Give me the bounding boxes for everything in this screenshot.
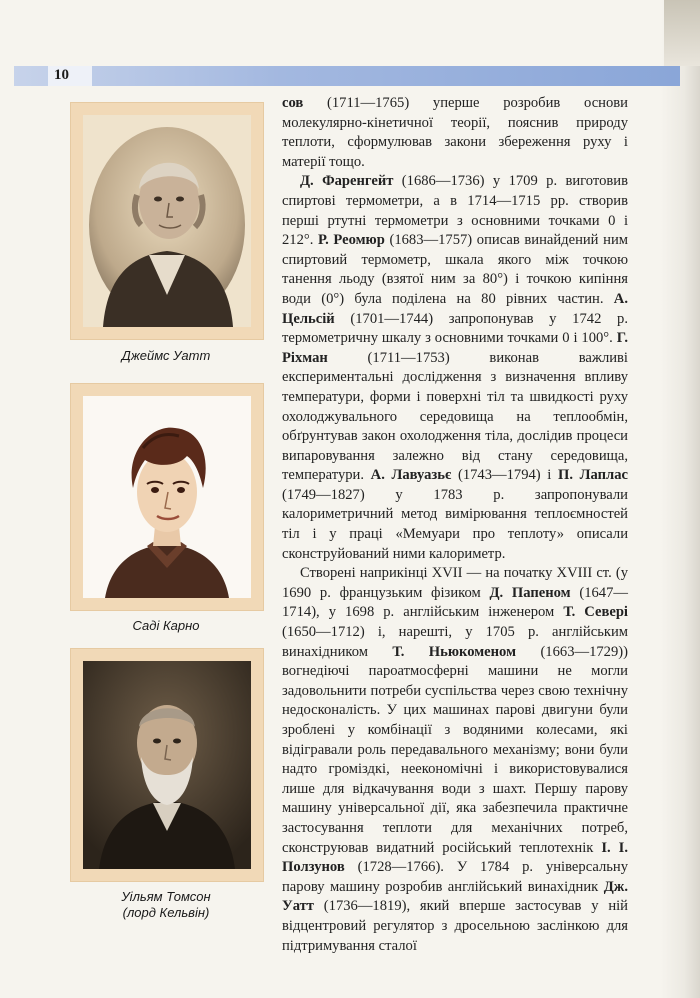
portrait-thomson-image (83, 661, 251, 869)
name-reaumur: Р. Реомюр (318, 232, 385, 249)
page-number: 10 (54, 67, 69, 83)
text-span: (1749—1827) у 1783 р. запропонували калориметричний метод вимірювання теплоємностей тіл і у праці «Мемуари про теплоту» описали сконструйований ними калориметр. (282, 486, 628, 562)
portrait-carnot (83, 396, 251, 598)
name-lomonosov: сов (282, 95, 304, 111)
text-span: (1650—1712) і, нарешті, у 1705 р. англійським винахідником (282, 624, 628, 660)
name-fahrenheit: Д. Фаренгейт (300, 173, 394, 190)
name-richmann: Г. Ріхман (282, 330, 628, 366)
name-watt: Дж. Уатт (282, 878, 628, 915)
caption-thomson-line2: (лорд Кельвін) (122, 905, 210, 920)
caption-watt: Джеймс Уатт (121, 348, 211, 363)
text-span: (1683—1757) описав винайдений ним спиртовий термометр, шкала якого між точкою танення льоду (взятої ним за 80°) і точкою кипіння води (0°) була поділена на 80 рівних частин. (282, 232, 628, 307)
caption-carnot: Саді Карно (132, 618, 200, 633)
text-span: (1736—1819), який вперше застосував у ній відцентровий регулятор з дросельною заслінкою для підтримування сталої (282, 898, 628, 954)
portrait-frame-carnot (70, 383, 264, 611)
caption-thomson-line1: Уільям Томсон (121, 889, 211, 904)
text-span: (1663—1729)) вогнедіючі пароатмосферні машини не могли задовольнити потреби суспільства через свою технічну недосконалість. У цих машинах парові двигуни були зроблені у комбінації з водяними колесами, які відігравали роль передавального механізму; вони були надто громіздкі, неекономічні і використовувалися лише для відкачування води з шахт. Першу парову машину універсальної дії, яка забезпечила практичне застосування теплоти для механічних потреб, сконструював видатний російський теплотехнік (282, 643, 628, 856)
portrait-frame-watt (70, 102, 264, 340)
portrait-thomson (83, 661, 251, 869)
text-span: (1743—1794) і (451, 467, 558, 484)
text-span: (1711—1753) виконав важливі експериментальні дослідження з визначення впливу температури, форми і поверхні тіл та швидкості руху охолоджувального середовища на теплообмін, обґрунтував закон охолодження тіла, дослідив процеси випаровування залежно від стану середовища, температури. (282, 349, 628, 484)
name-celsius: А. Цельсій (282, 290, 628, 327)
portrait-watt (83, 115, 251, 327)
portrait-watt-image (83, 115, 251, 327)
text-span: (1647—1714), у 1698 р. англійським інженером (282, 584, 628, 621)
text-span: (1701—1744) запропонував у 1742 р. термометричну шкалу з основними точками 0 і 100°. (282, 310, 628, 347)
page-edge-shadow (660, 0, 700, 998)
name-polzunov: І. І. Ползунов (282, 839, 628, 876)
text-span: (1728—1766). У 1784 р. універсальну парову машину розробив англійський винахідник (282, 859, 628, 895)
main-text (282, 94, 628, 956)
portrait-carnot-image (83, 396, 251, 598)
paragraph-2 (282, 172, 628, 564)
paragraph-3 (282, 564, 628, 956)
name-newcomen: Т. Ньюкоменом (392, 643, 517, 660)
name-lavoisier: А. Лавуазьє (370, 467, 452, 484)
paragraph-1 (282, 94, 628, 172)
text-span: (1711—1765) уперше розробив основи молекулярно-кінетичної теорії, пояснив природу теплоти, сформулював закони збереження руху і матерії тощо. (282, 95, 628, 170)
page-corner (664, 0, 700, 66)
header-bar (14, 66, 680, 86)
name-laplace: П. Лаплас (558, 467, 628, 484)
portrait-frame-thomson (70, 648, 264, 882)
name-papin: Д. Папеном (489, 584, 571, 601)
caption-thomson (66, 889, 266, 921)
text-span: (1686—1736) у 1709 р. виготовив спиртові термометри, а в 1714—1715 рр. створив перші ртутні термометри з основними точками 0 і 212°. (282, 173, 628, 249)
text-span: Створені наприкінці XVII — на початку XVIII ст. (у 1690 р. французьким фізиком (282, 565, 628, 601)
name-savery: Т. Севері (563, 604, 628, 621)
